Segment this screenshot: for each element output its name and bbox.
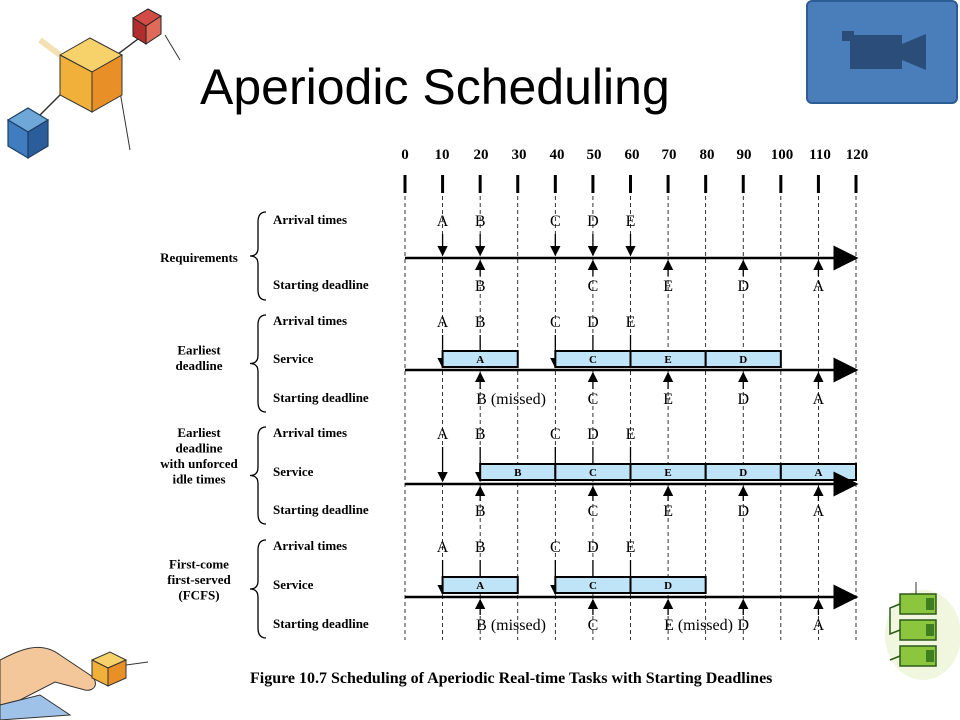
deadline-task-label: B bbox=[474, 503, 486, 520]
section-label-1-0: Earliest bbox=[177, 342, 221, 358]
deadline-task-label: D bbox=[737, 503, 750, 520]
arrival-task-E: E bbox=[625, 213, 636, 230]
arrival-task-C: C bbox=[549, 426, 561, 443]
arrival-task-E: E bbox=[625, 426, 636, 443]
figure-caption: Figure 10.7 Scheduling of Aperiodic Real-time Tasks with Starting Deadlines bbox=[250, 670, 773, 687]
arrival-task-C: C bbox=[549, 539, 561, 556]
deadline-task-label: A bbox=[812, 278, 825, 295]
section-label-3-2: (FCFS) bbox=[178, 587, 220, 603]
tick-label-20: 20 bbox=[473, 147, 489, 163]
service-bar-label-A: A bbox=[476, 354, 485, 366]
starting-deadline-label: Starting deadline bbox=[273, 616, 369, 631]
stacked-blocks-clipart-bottom-right bbox=[878, 580, 960, 680]
deadline-missed-label: E (missed) bbox=[664, 617, 733, 634]
deadline-task-label: E bbox=[663, 278, 673, 295]
arrival-times-label: Arrival times bbox=[273, 212, 348, 227]
service-bar-label-A: A bbox=[476, 580, 485, 592]
service-bar-label-D: D bbox=[739, 467, 748, 479]
tick-label-90: 90 bbox=[736, 147, 752, 163]
section-label-2-1: deadline bbox=[175, 440, 223, 456]
tick-label-50: 50 bbox=[586, 147, 602, 163]
section-label-2-0: Earliest bbox=[177, 424, 221, 440]
arrival-task-A: A bbox=[436, 539, 449, 556]
section-label-2-3: idle times bbox=[172, 471, 226, 487]
section-label-3-0: First-come bbox=[169, 556, 229, 572]
arrival-task-A: A bbox=[436, 314, 449, 331]
arrival-task-A: A bbox=[436, 426, 449, 443]
arrival-task-D: D bbox=[587, 213, 599, 230]
service-bar-label-E: E bbox=[664, 354, 672, 366]
tick-label-0: 0 bbox=[401, 147, 409, 163]
service-bar-label-C: C bbox=[588, 354, 597, 366]
hand-clipart-bottom-left bbox=[0, 620, 150, 720]
arrival-task-B: B bbox=[474, 426, 486, 443]
tick-label-30: 30 bbox=[511, 147, 527, 163]
arrival-times-label: Arrival times bbox=[273, 313, 348, 328]
section-brace-2 bbox=[250, 427, 266, 524]
tick-label-100: 100 bbox=[770, 147, 794, 163]
tick-label-60: 60 bbox=[624, 147, 640, 163]
section-label-1-1: deadline bbox=[175, 357, 223, 373]
arrival-task-D: D bbox=[587, 539, 599, 556]
section-brace-0 bbox=[250, 212, 266, 300]
deadline-missed-label: B (missed) bbox=[476, 617, 546, 634]
service-label: Service bbox=[273, 351, 314, 366]
service-bar-label-A: A bbox=[814, 467, 823, 479]
deadline-task-label: E bbox=[663, 391, 673, 408]
service-bar-label-C: C bbox=[588, 467, 597, 479]
arrival-times-label: Arrival times bbox=[273, 538, 348, 553]
deadline-missed-label: B (missed) bbox=[476, 391, 546, 408]
starting-deadline-label: Starting deadline bbox=[273, 277, 369, 292]
section-brace-1 bbox=[250, 315, 266, 412]
tick-label-10: 10 bbox=[434, 147, 450, 163]
deadline-task-label: D bbox=[737, 391, 750, 408]
arrival-task-D: D bbox=[587, 314, 599, 331]
starting-deadline-label: Starting deadline bbox=[273, 390, 369, 405]
arrival-task-E: E bbox=[625, 314, 636, 331]
deadline-task-label: A bbox=[812, 391, 825, 408]
arrival-task-E: E bbox=[625, 539, 636, 556]
arrival-task-B: B bbox=[474, 539, 486, 556]
tick-label-70: 70 bbox=[661, 147, 677, 163]
service-bar-label-C: C bbox=[588, 580, 597, 592]
service-bar-label-B: B bbox=[514, 467, 522, 479]
deadline-task-label: C bbox=[587, 278, 599, 295]
deadline-task-label: D bbox=[737, 617, 750, 634]
section-brace-3 bbox=[250, 540, 266, 638]
arrival-task-C: C bbox=[549, 314, 561, 331]
arrival-task-D: D bbox=[587, 426, 599, 443]
deadline-task-label: A bbox=[812, 617, 825, 634]
tick-label-120: 120 bbox=[845, 147, 869, 163]
arrival-task-B: B bbox=[474, 314, 486, 331]
deadline-task-label: C bbox=[587, 617, 599, 634]
service-label: Service bbox=[273, 464, 314, 479]
tick-label-80: 80 bbox=[699, 147, 715, 163]
deadline-task-label: C bbox=[587, 503, 599, 520]
arrival-task-A: A bbox=[436, 213, 449, 230]
service-bar-label-D: D bbox=[664, 580, 673, 592]
deadline-task-label: D bbox=[737, 278, 750, 295]
deadline-task-label: E bbox=[663, 503, 673, 520]
section-label-0-0: Requirements bbox=[160, 250, 238, 265]
section-label-3-1: first-served bbox=[167, 572, 231, 587]
arrival-task-B: B bbox=[474, 213, 486, 230]
deadline-task-label: A bbox=[812, 503, 825, 520]
arrival-times-label: Arrival times bbox=[273, 425, 348, 440]
starting-deadline-label: Starting deadline bbox=[273, 502, 369, 517]
slide-title: Aperiodic Scheduling bbox=[200, 59, 670, 115]
tick-label-110: 110 bbox=[809, 147, 831, 163]
deadline-task-label: B bbox=[474, 278, 486, 295]
service-bar-label-D: D bbox=[739, 354, 748, 366]
service-label: Service bbox=[273, 577, 314, 592]
section-label-2-2: with unforced bbox=[160, 455, 238, 471]
deadline-task-label: C bbox=[587, 391, 599, 408]
tick-label-40: 40 bbox=[549, 147, 565, 163]
arrival-task-C: C bbox=[549, 213, 561, 230]
service-bar-label-E: E bbox=[664, 467, 672, 479]
